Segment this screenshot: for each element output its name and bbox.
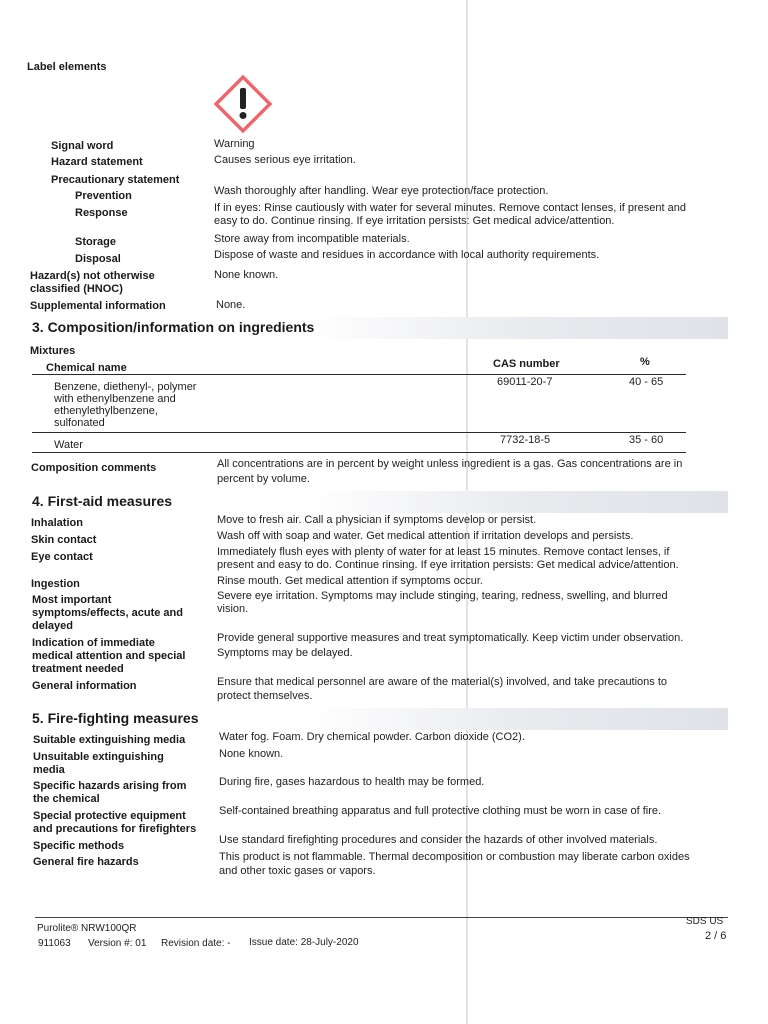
symptoms-line1: Severe eye irritation. Symptoms may include stinging, tearing, redness, swelling, and blurred bbox=[217, 590, 668, 602]
symptoms-label-line: symptoms/effects, acute and bbox=[32, 607, 183, 619]
footer-product: Purolite® NRW100QR bbox=[37, 923, 137, 934]
hnoc-label-line2: classified (HNOC) bbox=[30, 283, 123, 295]
section5-title: 5. Fire-fighting measures bbox=[32, 710, 199, 726]
hazard-statement-label: Hazard statement bbox=[51, 156, 143, 168]
suitable-media-label: Suitable extinguishing media bbox=[33, 734, 186, 746]
prevention-label: Prevention bbox=[75, 190, 132, 202]
cas-number-cell: 7732-18-5 bbox=[500, 434, 551, 446]
supplemental-label: Supplemental information bbox=[30, 300, 166, 312]
eye-contact-line2: present and easy to do. Continue rinsing. If eye irritation persists: Get medical advice/attention. bbox=[217, 559, 679, 571]
unsuitable-media-label-line: Unsuitable extinguishing bbox=[33, 751, 164, 763]
indication-label-line: treatment needed bbox=[32, 663, 124, 675]
footer-rule bbox=[35, 917, 728, 918]
percent-cell: 35 - 60 bbox=[629, 434, 664, 446]
skin-contact-label: Skin contact bbox=[31, 534, 97, 546]
cas-number-header: CAS number bbox=[493, 358, 560, 370]
indication-label-line: Indication of immediate bbox=[32, 637, 155, 649]
section3-title: 3. Composition/information on ingredients bbox=[32, 319, 315, 335]
supplemental-value: None. bbox=[216, 299, 246, 311]
disposal-label: Disposal bbox=[75, 253, 121, 265]
suitable-media-value: Water fog. Foam. Dry chemical powder. Carbon dioxide (CO2). bbox=[219, 731, 525, 743]
response-label: Response bbox=[75, 207, 128, 219]
prevention-value: Wash thoroughly after handling. Wear eye protection/face protection. bbox=[214, 185, 549, 197]
unsuitable-media-value: None known. bbox=[219, 748, 284, 760]
section4-header bbox=[28, 491, 728, 513]
response-value-line1: If in eyes: Rinse cautiously with water for several minutes. Remove contact lenses, if present and bbox=[214, 202, 686, 214]
indication-label-line: medical attention and special bbox=[32, 650, 186, 662]
unsuitable-media-label-line: media bbox=[33, 764, 65, 776]
inhalation-label: Inhalation bbox=[31, 517, 83, 529]
chemical-name-header: Chemical name bbox=[46, 362, 127, 374]
symptoms-label-line: delayed bbox=[32, 620, 73, 632]
symptoms-line2: vision. bbox=[217, 603, 249, 615]
section3-header bbox=[28, 317, 728, 339]
chemical-name-line: ethenylethylbenzene, bbox=[54, 405, 158, 417]
composition-comments-line2: percent by volume. bbox=[217, 473, 310, 485]
precautionary-statement-label: Precautionary statement bbox=[51, 174, 180, 186]
response-value-line2: easy to do. Continue rinsing. If eye irritation persists: Get medical advice/attention. bbox=[214, 215, 615, 227]
hnoc-value: None known. bbox=[214, 269, 279, 281]
chemical-name-line: Benzene, diethenyl-, polymer bbox=[54, 381, 197, 393]
general-information-label: General information bbox=[32, 680, 137, 692]
mixtures-label: Mixtures bbox=[30, 345, 76, 357]
signal-word-value: Warning bbox=[214, 138, 255, 150]
table-header-rule bbox=[32, 374, 686, 375]
hazard-statement-value: Causes serious eye irritation. bbox=[214, 154, 356, 166]
signal-word-label: Signal word bbox=[51, 140, 114, 152]
footer-issue-date: Issue date: 28-July-2020 bbox=[249, 937, 359, 948]
composition-comments-line1: All concentrations are in percent by weight unless ingredient is a gas. Gas concentrations are in bbox=[217, 458, 683, 470]
hnoc-label-line1: Hazard(s) not otherwise bbox=[30, 270, 155, 282]
ingestion-value: Rinse mouth. Get medical attention if symptoms occur. bbox=[217, 575, 483, 587]
composition-comments-label: Composition comments bbox=[31, 462, 157, 474]
protective-equipment-value: Self-contained breathing apparatus and full protective clothing must be worn in case of fire. bbox=[219, 805, 662, 817]
cas-number-cell: 69011-20-7 bbox=[497, 376, 553, 388]
inhalation-value: Move to fresh air. Call a physician if symptoms develop or persist. bbox=[217, 514, 537, 526]
percent-header: % bbox=[640, 356, 650, 368]
specific-hazards-label-line: Specific hazards arising from bbox=[33, 780, 187, 792]
eye-contact-line1: Immediately flush eyes with plenty of water for at least 15 minutes. Remove contact lenses, if bbox=[217, 546, 670, 558]
chemical-name-line: sulfonated bbox=[54, 417, 105, 429]
footer-page-number: 2 / 6 bbox=[705, 930, 727, 942]
label-elements-heading: Label elements bbox=[27, 61, 107, 73]
specific-hazards-value: During fire, gases hazardous to health may be formed. bbox=[219, 776, 485, 788]
chemical-name-line: Water bbox=[54, 439, 83, 451]
general-fire-hazards-line1: This product is not flammable. Thermal decomposition or combustion may liberate carbon oxides bbox=[219, 851, 690, 863]
general-fire-hazards-label: General fire hazards bbox=[33, 856, 139, 868]
ingestion-label: Ingestion bbox=[31, 578, 80, 590]
specific-hazards-label-line: the chemical bbox=[33, 793, 100, 805]
table-bottom-rule bbox=[32, 452, 686, 453]
skin-contact-value: Wash off with soap and water. Get medical attention if irritation develops and persists. bbox=[217, 530, 634, 542]
eye-contact-label: Eye contact bbox=[31, 551, 93, 563]
footer-sds-label: SDS US bbox=[686, 916, 724, 927]
footer-revision-date: Revision date: - bbox=[161, 938, 231, 949]
protective-equipment-label-line: and precautions for firefighters bbox=[33, 823, 197, 835]
section4-title: 4. First-aid measures bbox=[32, 493, 173, 509]
general-fire-hazards-line2: and other toxic gases or vapors. bbox=[219, 865, 376, 877]
indication-line2: Symptoms may be delayed. bbox=[217, 647, 353, 659]
storage-value: Store away from incompatible materials. bbox=[214, 233, 410, 245]
indication-line1: Provide general supportive measures and treat symptomatically. Keep victim under observation. bbox=[217, 632, 684, 644]
percent-cell: 40 - 65 bbox=[629, 376, 664, 388]
footer-version: Version #: 01 bbox=[88, 938, 147, 949]
general-information-line2: protect themselves. bbox=[217, 690, 313, 702]
table-row-rule bbox=[32, 432, 686, 433]
exclamation-mark-diamond-icon bbox=[211, 72, 275, 136]
footer-doc-number: 911063 bbox=[38, 938, 71, 949]
general-information-line1: Ensure that medical personnel are aware of the material(s) involved, and take precautions to bbox=[217, 676, 668, 688]
chemical-name-line: with ethenylbenzene and bbox=[54, 393, 176, 405]
section5-header bbox=[28, 708, 728, 730]
specific-methods-value: Use standard firefighting procedures and consider the hazards of other involved materials. bbox=[219, 834, 658, 846]
storage-label: Storage bbox=[75, 236, 116, 248]
disposal-value: Dispose of waste and residues in accordance with local authority requirements. bbox=[214, 249, 600, 261]
protective-equipment-label-line: Special protective equipment bbox=[33, 810, 186, 822]
specific-methods-label: Specific methods bbox=[33, 840, 125, 852]
symptoms-label-line: Most important bbox=[32, 594, 112, 606]
